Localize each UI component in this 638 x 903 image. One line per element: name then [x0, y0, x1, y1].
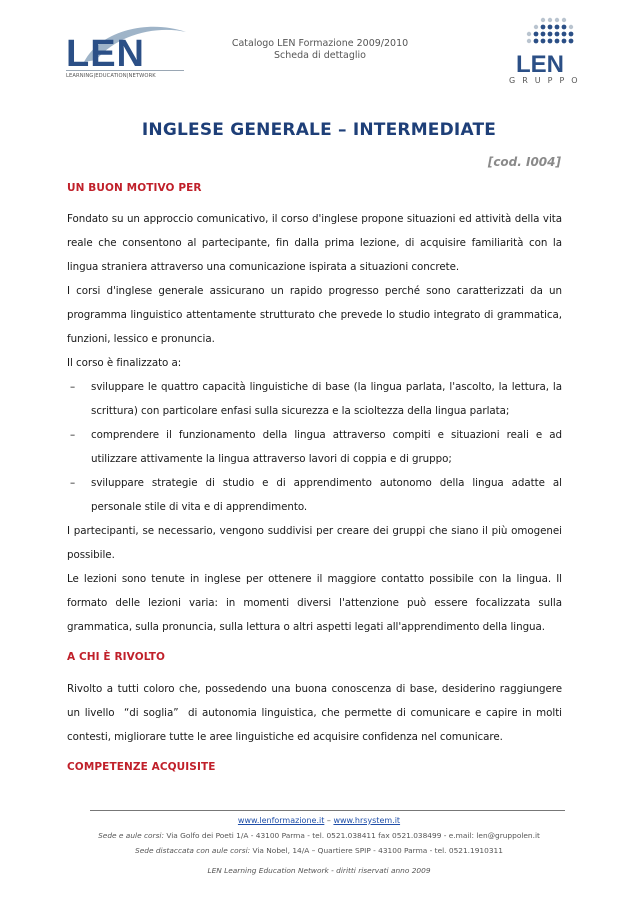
logo-tagline: LEARNING|EDUCATION|NETWORK [66, 70, 184, 79]
address-label: Sede e aule corsi: [98, 831, 164, 840]
list-item-text: sviluppare strategie di studio e di apprendimento autonomo della lingua adatte al personale stile di vita e di apprendimento. [91, 477, 562, 513]
catalog-header [200, 38, 440, 62]
footer-address-branch [0, 846, 638, 855]
course-description [67, 180, 562, 775]
paragraph: Il corso è finalizzato a: [67, 357, 182, 369]
paragraph: Le lezioni sono tenute in inglese per ottenere il maggiore contatto possibile con la lingua. Il formato delle lezioni varia: in momenti diversi l'attenzione può essere focalizzata sulla grammatica, sulla pronuncia, sulla lettura o altri aspetti legati all'apprendimento della lingua. [67, 573, 562, 633]
branch-label: Sede distaccata con aule corsi: [135, 846, 251, 855]
paragraph: I corsi d'inglese generale assicurano un rapido progresso perché sono caratterizzati da un programma linguistico attentamente strutturato che prevede lo studio integrato di grammatica, funzioni, lessico e pronuncia. [67, 285, 562, 345]
list-item-text: comprendere il funzionamento della lingua attraverso compiti e situazioni reali e ad utilizzare attivamente la lingua attraverso lavori di coppia e di gruppo; [91, 429, 562, 465]
footer-links [0, 816, 638, 825]
catalog-title: Catalogo LEN Formazione 2009/2010 [231, 38, 409, 49]
len-logo-graphic [62, 22, 192, 70]
list-item [67, 423, 562, 471]
svg-text:LEN: LEN [66, 33, 145, 70]
dash-bullet: – [70, 429, 76, 441]
list-item [67, 375, 562, 423]
dot-grid-icon [505, 16, 575, 74]
dash-bullet: – [70, 477, 76, 489]
course-code: [cod. I004] [487, 155, 561, 169]
section-heading-motivo: UN BUON MOTIVO PER [67, 182, 202, 194]
footer-address-main [0, 831, 638, 840]
gruppo-wordmark: GRUPPO [509, 76, 585, 85]
len-gruppo-logo [505, 16, 585, 108]
section-heading-target: A CHI È RIVOLTO [67, 651, 166, 663]
dash-bullet: – [70, 381, 76, 393]
objectives-list [67, 375, 562, 519]
catalog-subtitle: Scheda di dettaglio [274, 50, 366, 61]
paragraph: I partecipanti, se necessario, vengono suddivisi per creare dei gruppi che siano il più omogenei possibile. [67, 525, 562, 561]
lenformazione-link[interactable]: www.lenformazione.it [237, 816, 325, 825]
course-title: INGLESE GENERALE – INTERMEDIATE [141, 120, 497, 140]
paragraph: Rivolto a tutti coloro che, possedendo una buona conoscenza di base, desiderino raggiungere un livello “di soglia” di autonomia linguistica, che permette di comunicare e capire in molti contesti, migliorare tutte le aree linguistiche ed acquisire confidenza nel comunicare. [67, 683, 562, 743]
svg-text:LEN: LEN [516, 51, 564, 74]
address-text: Via Golfo dei Poeti 1/A - 43100 Parma - tel. 0521.038411 fax 0521.038499 - e.mail: len@gruppolen.it [163, 831, 540, 840]
list-item-text: sviluppare le quattro capacità linguistiche di base (la lingua parlata, l'ascolto, la lettura, la scrittura) con particolare enfasi sulla sicurezza e la scioltezza della lingua parlata; [91, 381, 562, 417]
paragraph: Fondato su un approccio comunicativo, il corso d'inglese propone situazioni ed attività della vita reale che consentono al partecipante, fin dalla prima lezione, di acquisire familiarità con la lingua straniera attraverso una comunicazione ispirata a situazioni concrete. [67, 213, 562, 273]
footer-copyright: LEN Learning Education Network - diritti riservati anno 2009 [207, 866, 431, 875]
hrsystem-link[interactable]: www.hrsystem.it [333, 816, 401, 825]
section-heading-competenze: COMPETENZE ACQUISITE [67, 761, 216, 773]
footer-divider [90, 810, 565, 811]
branch-text: Via Nobel, 14/A – Quartiere SPIP - 43100 Parma - tel. 0521.1910311 [250, 846, 503, 855]
len-network-logo [62, 22, 192, 88]
list-item [67, 471, 562, 519]
link-separator: – [324, 816, 334, 825]
